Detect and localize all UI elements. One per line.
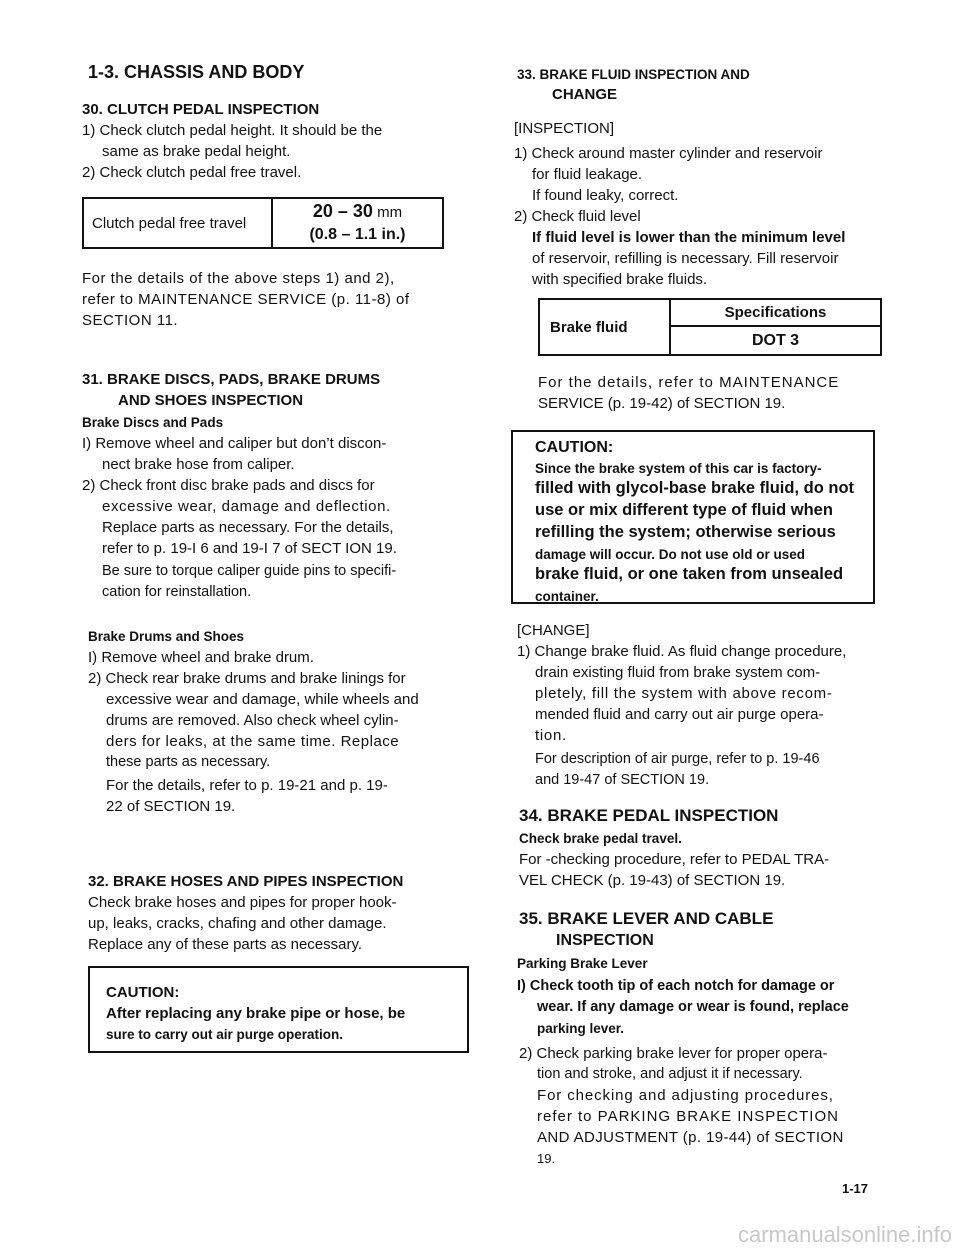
s35-l3-line1: For checking and adjusting procedures, [537,1087,834,1104]
s32-body-line1: Check brake hoses and pipes for proper hook- [88,894,397,911]
s35-l3-line4: 19. [537,1151,556,1166]
s33-caution-line1: Since the brake system of this car is factory- [535,461,822,476]
s34-body-line2: VEL CHECK (p. 19-43) of SECTION 19. [519,872,786,889]
clutch-spec-in: (0.8 – 1.1 in.) [309,226,406,243]
brake-fluid-value: DOT 3 [670,326,881,355]
s33-c1-line2: drain existing fluid from brake system com- [535,664,821,681]
s33-inspection-label: [INSPECTION] [514,120,615,137]
s32-body-line3: Replace any of these parts as necessary. [88,936,363,953]
s33-note-line1: For the details, refer to MAINTENANCE [538,374,840,391]
s35-l2-line2: tion and stroke, and adjust it if necessary. [537,1066,803,1082]
s35-l1-line1: I) Check tooth tip of each notch for damage or [517,978,835,994]
watermark: carmanualsonline.info [737,1222,952,1247]
s33-i3-line1: If fluid level is lower than the minimum level [532,229,846,246]
s31-b2-line5: these parts as necessary. [106,754,271,770]
s34-sub: Check brake pedal travel. [519,831,682,846]
s35-l2-line1: 2) Check parking brake lever for proper opera- [519,1045,828,1062]
s31-b2-line4: ders for leaks, at the same time. Replace [106,733,400,750]
s33-caution-title: CAUTION: [535,439,614,456]
s32-caution-line2: sure to carry out air purge operation. [106,1027,344,1042]
s33-i2: 2) Check fluid level [514,208,641,225]
s32-body-line2: up, leaks, cracks, chafing and other damage. [88,915,387,932]
s31-a2-line2: excessive wear, damage and deflection. [102,498,391,515]
brake-fluid-header: Specifications [670,299,881,326]
s31-b3-line2: 22 of SECTION 19. [106,798,236,815]
s33-note-line2: SERVICE (p. 19-42) of SECTION 19. [538,395,786,412]
s33-caution-line5: damage will occur. Do not use old or used [535,547,806,562]
s33-caution-line3: use or mix different type of fluid when [535,501,833,519]
s30-step1-line1: 1) Check clutch pedal height. It should be the [82,122,383,139]
s31-b2-line1: 2) Check rear brake drums and brake linings for [88,670,406,687]
page-number: 1-17 [842,1181,869,1196]
s33-c2-line2: and 19-47 of SECTION 19. [535,772,710,788]
s31-a2-line4: refer to p. 19-I 6 and 19-I 7 of SECT ION 19. [102,540,397,557]
s35-heading-line1: 35. BRAKE LEVER AND CABLE [519,909,774,928]
s33-c1-line4: mended fluid and carry out air purge opera- [535,706,824,723]
s31-b2-line2: excessive wear and damage, while wheels and [106,691,419,708]
s31-b3-line1: For the details, refer to p. 19-21 and p. 19- [106,777,388,794]
s33-i1-line3: If found leaky, correct. [532,187,679,204]
s33-heading-line1 [517,64,750,85]
s35-heading-line2: INSPECTION [556,932,654,949]
s32-heading: 32. BRAKE HOSES AND PIPES INSPECTION [88,873,404,890]
brake-fluid-table [538,298,882,356]
s33-heading-line2: CHANGE [552,86,618,103]
s33-caution-line6: brake fluid, or one taken from unsealed [535,565,844,583]
clutch-spec-table [82,197,444,249]
s31-heading-line1: 31. BRAKE DISCS, PADS, BRAKE DRUMS [82,371,381,388]
clutch-spec-mm: 20 – 30 [312,201,373,221]
clutch-spec-label: Clutch pedal free travel [83,198,272,248]
s31-heading-line2: AND SHOES INSPECTION [118,392,304,409]
s30-note-line3: SECTION 11. [82,312,179,329]
s33-caution-line2: filled with glycol-base brake fluid, do not [535,479,855,497]
s31-a3-line2: cation for reinstallation. [102,584,252,600]
s35-l3-line3: AND ADJUSTMENT (p. 19-44) of SECTION [537,1129,844,1146]
s33-i1-line1: 1) Check around master cylinder and reservoir [514,145,823,162]
s35-sub: Parking Brake Lever [517,956,648,971]
clutch-spec-mm-unit: mm [377,204,403,221]
s35-l1-line3: parking lever. [537,1021,625,1036]
section-title: 1-3. CHASSIS AND BODY [88,62,305,82]
s30-note-line1: For the details of the above steps 1) and 2), [82,270,395,287]
s33-change-label: [CHANGE] [517,622,590,639]
s30-step2: 2) Check clutch pedal free travel. [82,164,302,181]
clutch-spec-values [272,198,443,248]
s30-step1-line2: same as brake pedal height. [102,143,291,160]
s31-a2-line1: 2) Check front disc brake pads and discs for [82,477,375,494]
s31-a3-line1: Be sure to torque caliper guide pins to specifi- [102,563,397,579]
s31-a1-line1: I) Remove wheel and caliper but don’t discon- [82,435,387,452]
s33-c2-line1: For description of air purge, refer to p. 19-46 [535,751,820,767]
s33-i3-line3: with specified brake fluids. [532,271,708,288]
s31-sub2: Brake Drums and Shoes [88,629,245,644]
s33-caution-line7: container. [535,589,599,604]
s31-b2-line3: drums are removed. Also check wheel cylin- [106,712,399,729]
brake-fluid-label: Brake fluid [539,299,670,355]
s33-caution-line4: refilling the system; otherwise serious [535,523,836,541]
s31-a2-line3: Replace parts as necessary. For the details, [102,519,394,536]
s30-note-line2: refer to MAINTENANCE SERVICE (p. 11-8) of [82,291,410,308]
s30-heading: 30. CLUTCH PEDAL INSPECTION [82,101,320,118]
s33-heading-line1-text: 33. BRAKE FLUID INSPECTION AND [517,67,750,82]
s32-caution-line1: After replacing any brake pipe or hose, be [106,1005,406,1022]
s34-heading: 34. BRAKE PEDAL INSPECTION [519,806,779,825]
s33-i3-line2: of reservoir, refilling is necessary. Fill reservoir [532,250,839,267]
s33-i1-line2: for fluid leakage. [532,166,643,183]
s31-sub1: Brake Discs and Pads [82,415,224,430]
s34-body-line1: For -checking procedure, refer to PEDAL TRA- [519,851,830,868]
s33-c1-line1: 1) Change brake fluid. As fluid change procedure, [517,643,847,660]
s33-c1-line5: tion. [535,727,567,744]
s31-b1: I) Remove wheel and brake drum. [88,649,314,666]
s31-a1-line2: nect brake hose from caliper. [102,456,295,473]
s35-l3-line2: refer to PARKING BRAKE INSPECTION [537,1108,839,1125]
s35-l1-line2: wear. If any damage or wear is found, replace [537,999,849,1015]
s32-caution-title: CAUTION: [106,984,180,1001]
s33-c1-line3: pletely, fill the system with above recom- [535,685,833,702]
